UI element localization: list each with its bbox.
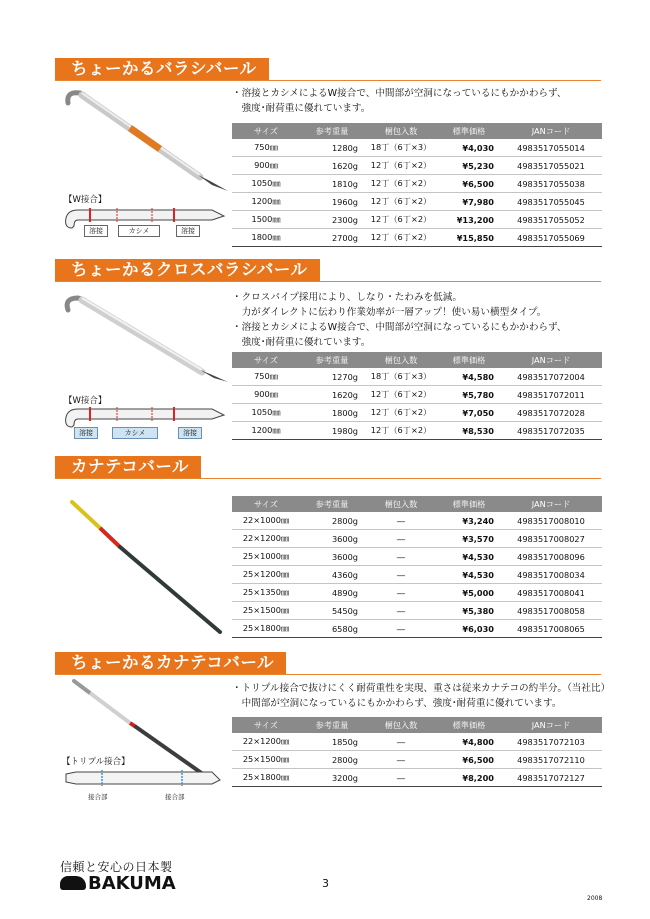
table-cell: ¥6,500: [438, 751, 500, 769]
table-cell: ―: [364, 769, 438, 787]
table-cell: 1500㎜: [232, 211, 300, 229]
col-header: JANコード: [500, 123, 602, 139]
table-cell: 1200㎜: [232, 193, 300, 211]
section-header-4: [55, 652, 601, 675]
table-cell: 1620g: [300, 386, 364, 404]
section-header-2: [55, 259, 601, 282]
section-title: ちょーかるクロスバラシバール: [55, 259, 320, 281]
table-cell: 5450g: [300, 602, 364, 620]
table-cell: 4983517072035: [500, 422, 602, 440]
spec-table-4: [232, 717, 602, 787]
table-row: [232, 368, 602, 386]
table-cell: 1270g: [300, 368, 364, 386]
col-header: サイズ: [232, 123, 300, 139]
spec-table-2: [232, 352, 602, 440]
table-cell: ―: [364, 751, 438, 769]
table-row: [232, 530, 602, 548]
table-cell: 1960g: [300, 193, 364, 211]
joint-tag: カシメ: [118, 225, 160, 237]
desc-line: 強度･耐荷重に優れています。: [232, 337, 371, 348]
table-cell: 12丁（6丁×2）: [364, 404, 438, 422]
col-header: 参考重量: [300, 717, 364, 733]
table-row: [232, 602, 602, 620]
table-cell: 25×1350㎜: [232, 584, 300, 602]
table-cell: 1980g: [300, 422, 364, 440]
table-cell: 4983517008065: [500, 620, 602, 638]
bear-icon: [60, 876, 86, 890]
section-title: ちょーかるカナテコバール: [55, 652, 286, 674]
table-cell: ¥4,800: [438, 733, 500, 751]
joint-tag: 溶接: [176, 225, 200, 237]
brand-name: BAKUMA: [88, 873, 176, 894]
table-cell: 22×1200㎜: [232, 733, 300, 751]
table-cell: 12丁（6丁×2）: [364, 229, 438, 247]
table-cell: ―: [364, 733, 438, 751]
table-cell: ―: [364, 620, 438, 638]
col-header: 参考重量: [300, 123, 364, 139]
table-cell: 4983517055038: [500, 175, 602, 193]
table-cell: ¥4,030: [438, 139, 500, 157]
table-row: [232, 229, 602, 247]
table-cell: 2300g: [300, 211, 364, 229]
desc-line: 中間部が空洞になっているにもかかわらず、強度･耐荷重に優れています。: [232, 698, 562, 709]
col-header: JANコード: [500, 717, 602, 733]
product-image-barashi-bar: [60, 85, 230, 200]
table-row: [232, 733, 602, 751]
table-cell: 4890g: [300, 584, 364, 602]
table-cell: ―: [364, 512, 438, 530]
table-cell: 4983517072103: [500, 733, 602, 751]
table-row: [232, 620, 602, 638]
table-cell: ¥5,230: [438, 157, 500, 175]
table-cell: 4983517008096: [500, 548, 602, 566]
table-header-row: [232, 352, 602, 368]
table-cell: ¥4,580: [438, 368, 500, 386]
table-cell: 6580g: [300, 620, 364, 638]
table-cell: 750㎜: [232, 368, 300, 386]
table-row: [232, 422, 602, 440]
section-header-3: [55, 456, 601, 479]
desc-line: ・溶接とカシメによるW接合で、中間部が空洞になっているにもかかわらず、: [232, 322, 567, 333]
col-header: 梱包入数: [364, 496, 438, 512]
table-cell: 1620g: [300, 157, 364, 175]
table-header-row: [232, 496, 602, 512]
table-cell: 4983517072127: [500, 769, 602, 787]
table-cell: 3200g: [300, 769, 364, 787]
table-cell: ¥8,200: [438, 769, 500, 787]
table-cell: ¥7,050: [438, 404, 500, 422]
table-cell: 4360g: [300, 566, 364, 584]
product-image-cross-barashi-bar: [60, 290, 230, 390]
table-cell: 1280g: [300, 139, 364, 157]
table-cell: 1850g: [300, 733, 364, 751]
table-row: [232, 566, 602, 584]
table-cell: 18丁（6丁×3）: [364, 139, 438, 157]
table-cell: 25×1000㎜: [232, 548, 300, 566]
col-header: 標準価格: [438, 496, 500, 512]
table-cell: 3600g: [300, 530, 364, 548]
table-cell: ¥8,530: [438, 422, 500, 440]
table-cell: 12丁（6丁×2）: [364, 175, 438, 193]
table-cell: 18丁（6丁×3）: [364, 368, 438, 386]
table-cell: 12丁（6丁×2）: [364, 386, 438, 404]
col-header: 標準価格: [438, 123, 500, 139]
table-cell: 2800g: [300, 751, 364, 769]
col-header: サイズ: [232, 352, 300, 368]
table-cell: 4983517008058: [500, 602, 602, 620]
table-row: [232, 211, 602, 229]
joint-label: 【W接合】: [64, 195, 107, 205]
table-cell: 25×1500㎜: [232, 602, 300, 620]
year-label: 2008: [587, 895, 603, 902]
col-header: 標準価格: [438, 352, 500, 368]
table-cell: 4983517072110: [500, 751, 602, 769]
table-cell: 4983517072028: [500, 404, 602, 422]
table-cell: ¥6,030: [438, 620, 500, 638]
table-cell: ¥5,380: [438, 602, 500, 620]
table-cell: 4983517072011: [500, 386, 602, 404]
desc-line: ・トリプル接合で抜けにくく耐荷重性を実現、重さは従来カナテコの約半分。（当社比）: [232, 683, 611, 694]
table-cell: 4983517055052: [500, 211, 602, 229]
col-header: 標準価格: [438, 717, 500, 733]
table-cell: 1050㎜: [232, 175, 300, 193]
table-cell: 4983517055069: [500, 229, 602, 247]
table-cell: 4983517055021: [500, 157, 602, 175]
table-cell: ¥15,850: [438, 229, 500, 247]
table-header-row: [232, 717, 602, 733]
joint-tag: 溶接: [178, 427, 202, 439]
table-cell: ¥4,530: [438, 566, 500, 584]
table-cell: 4983517008041: [500, 584, 602, 602]
section-description: [232, 681, 610, 711]
section-title: ちょーかるバラシバール: [55, 58, 269, 80]
table-cell: 1800g: [300, 404, 364, 422]
footer-slogan: 信頼と安心の日本製: [60, 860, 173, 874]
table-cell: 4983517008034: [500, 566, 602, 584]
table-row: [232, 548, 602, 566]
table-cell: 25×1800㎜: [232, 620, 300, 638]
col-header: 梱包入数: [364, 717, 438, 733]
table-cell: 3600g: [300, 548, 364, 566]
table-cell: 25×1800㎜: [232, 769, 300, 787]
spec-table-1: [232, 123, 602, 247]
table-cell: 12丁（6丁×2）: [364, 422, 438, 440]
col-header: サイズ: [232, 717, 300, 733]
table-row: [232, 193, 602, 211]
table-cell: ―: [364, 584, 438, 602]
table-cell: 1050㎜: [232, 404, 300, 422]
brand-logo: [60, 873, 176, 894]
table-row: [232, 139, 602, 157]
joint-diagram-icon: [62, 768, 222, 790]
desc-line: ・クロスパイプ採用により、しなり・たわみを低減。: [232, 292, 462, 303]
joint-tag: カシメ: [112, 427, 158, 439]
table-cell: 25×1500㎜: [232, 751, 300, 769]
joint-tag: 溶接: [84, 225, 108, 237]
table-cell: 1800㎜: [232, 229, 300, 247]
table-cell: ―: [364, 566, 438, 584]
table-cell: 2800g: [300, 512, 364, 530]
table-row: [232, 386, 602, 404]
col-header: JANコード: [500, 496, 602, 512]
table-cell: 12丁（6丁×2）: [364, 157, 438, 175]
page-number: 3: [322, 877, 329, 890]
table-row: [232, 404, 602, 422]
table-row: [232, 175, 602, 193]
section-description: [232, 290, 566, 350]
table-cell: 4983517055045: [500, 193, 602, 211]
table-cell: 4983517008010: [500, 512, 602, 530]
table-cell: 4983517008027: [500, 530, 602, 548]
table-cell: 1810g: [300, 175, 364, 193]
table-header-row: [232, 123, 602, 139]
joint-label: 【W接合】: [64, 396, 107, 406]
col-header: 参考重量: [300, 496, 364, 512]
table-row: [232, 751, 602, 769]
table-cell: ¥4,530: [438, 548, 500, 566]
table-cell: 12丁（6丁×2）: [364, 211, 438, 229]
section-header-1: [55, 58, 601, 81]
table-cell: 25×1200㎜: [232, 566, 300, 584]
table-cell: ¥5,780: [438, 386, 500, 404]
table-row: [232, 769, 602, 787]
table-cell: 900㎜: [232, 157, 300, 175]
product-image-kanateko-bar: [60, 492, 230, 637]
table-cell: ¥13,200: [438, 211, 500, 229]
table-cell: 12丁（6丁×2）: [364, 193, 438, 211]
joint-label: 【トリプル接合】: [62, 757, 130, 767]
table-cell: 1200㎜: [232, 422, 300, 440]
table-cell: 4983517055014: [500, 139, 602, 157]
joint-tag: 接合部: [88, 793, 108, 801]
desc-line: 力がダイレクトに伝わり作業効率が一層アップ！使い易い横型タイプ。: [232, 307, 547, 318]
section-title: カナテコバール: [55, 456, 201, 478]
spec-table-3: [232, 496, 602, 638]
table-cell: 22×1000㎜: [232, 512, 300, 530]
col-header: JANコード: [500, 352, 602, 368]
table-cell: ¥3,240: [438, 512, 500, 530]
table-row: [232, 157, 602, 175]
table-row: [232, 584, 602, 602]
joint-tag: 接合部: [165, 793, 185, 801]
table-cell: ―: [364, 530, 438, 548]
col-header: サイズ: [232, 496, 300, 512]
table-cell: ¥6,500: [438, 175, 500, 193]
col-header: 参考重量: [300, 352, 364, 368]
table-cell: 900㎜: [232, 386, 300, 404]
joint-tag: 溶接: [74, 427, 98, 439]
col-header: 梱包入数: [364, 123, 438, 139]
table-row: [232, 512, 602, 530]
table-cell: 4983517072004: [500, 368, 602, 386]
table-cell: ¥7,980: [438, 193, 500, 211]
col-header: 梱包入数: [364, 352, 438, 368]
table-cell: ¥3,570: [438, 530, 500, 548]
table-cell: 2700g: [300, 229, 364, 247]
section-description: [232, 86, 566, 116]
desc-line: 強度･耐荷重に優れています。: [232, 103, 371, 114]
table-cell: 750㎜: [232, 139, 300, 157]
desc-line: ・溶接とカシメによるW接合で、中間部が空洞になっているにもかかわらず、: [232, 88, 567, 99]
table-cell: ¥5,000: [438, 584, 500, 602]
table-cell: ―: [364, 548, 438, 566]
table-cell: 22×1200㎜: [232, 530, 300, 548]
table-cell: ―: [364, 602, 438, 620]
